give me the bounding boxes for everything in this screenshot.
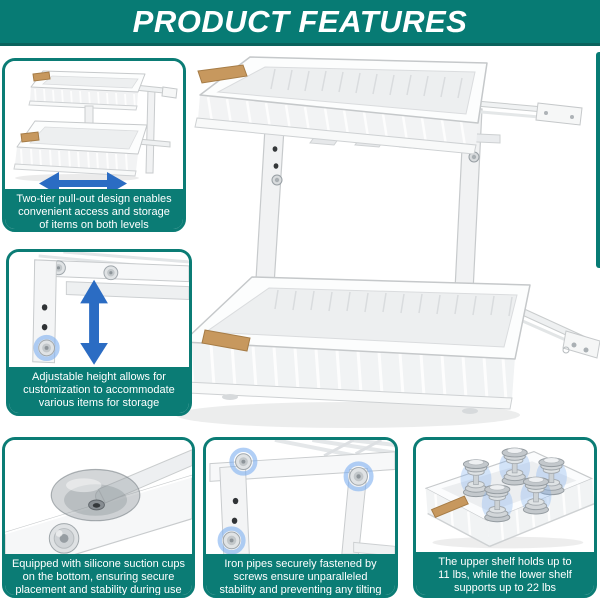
knob-screw-with-glow-icon	[36, 337, 58, 359]
caption-line: supports up to 22 lbs	[453, 582, 557, 595]
feature-card-suction-cups	[2, 437, 195, 598]
caption-line: 11 lbs, while the lower shelf	[438, 569, 572, 582]
frame-post-with-vertical-arrow-icon	[9, 252, 189, 367]
caption-line: screws ensure unparalleled	[233, 571, 368, 584]
header-banner	[0, 0, 600, 46]
dumbbells-in-basket-icon	[416, 440, 594, 552]
caption-line: The upper shelf holds up to	[438, 556, 572, 569]
caption-line: Iron pipes securely fastened by	[224, 558, 377, 571]
lower-basket	[183, 277, 530, 414]
feature-card-two-tier-pull-out	[2, 58, 186, 232]
lower-slide-rail	[518, 307, 600, 358]
caption-line: Equipped with silicone suction cups	[11, 558, 186, 571]
feature-caption	[206, 554, 395, 598]
suction-cup	[51, 470, 140, 521]
right-edge-accent	[596, 52, 600, 268]
caption-line: placement and stability during use	[15, 584, 182, 597]
upper-slide-rail	[465, 100, 582, 125]
feature-card-iron-pipes	[203, 437, 398, 598]
feature-caption	[5, 554, 192, 598]
feature-card-adjustable-height	[6, 249, 192, 416]
suction-cup-closeup-icon	[5, 440, 192, 554]
page-title: PRODUCT FEATURES	[132, 3, 468, 39]
caption-line: Two-tier pull-out design enables	[16, 193, 172, 205]
feature-caption	[9, 367, 189, 416]
screw-fastened-frame-closeup-icon	[206, 440, 395, 554]
caption-line: Adjustable height allows for	[32, 370, 166, 383]
feature-caption	[5, 189, 183, 232]
caption-line: on the bottom, ensuring secure	[22, 571, 175, 584]
feature-caption	[416, 552, 594, 598]
caption-line: customization to accommodate	[23, 383, 175, 396]
caption-line: stability and preventing any tilting	[219, 584, 382, 597]
chrome-foot	[49, 524, 79, 554]
caption-line: of items on both levels	[39, 219, 149, 231]
feature-card-shelf-capacity	[413, 437, 597, 598]
main-product-image	[170, 45, 600, 437]
caption-line: convenient access and storage	[18, 206, 170, 218]
two-tier-rack-with-horizontal-arrow-icon	[5, 61, 183, 189]
upper-basket	[195, 57, 487, 154]
caption-line: various items for storage	[38, 396, 160, 409]
